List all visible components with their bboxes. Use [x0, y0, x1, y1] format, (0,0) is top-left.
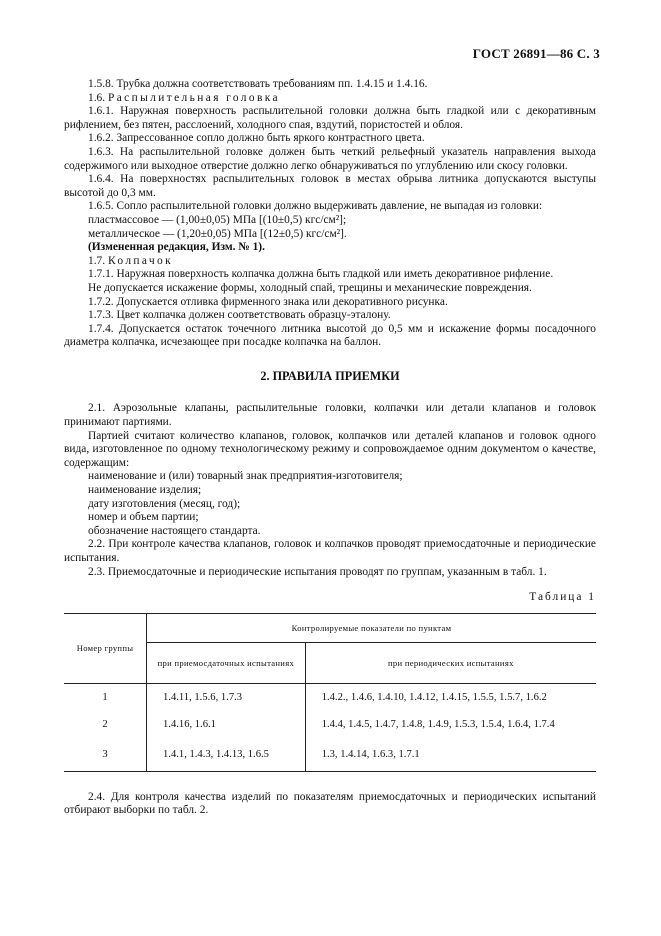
list-item: наименование изделия;	[88, 484, 202, 497]
table-row	[64, 719, 596, 749]
paragraph-2-2: 2.2. При контроле качества клапанов, головок и колпачков проводят приемосдаточные и периодические испытания.	[64, 538, 596, 564]
list-item: наименование и (или) товарный знак предприятия-изготовителя;	[88, 470, 403, 483]
page-header: ГОСТ 26891—86 С. 3	[472, 46, 600, 61]
acceptance-items: 1.4.16, 1.6.1	[147, 719, 306, 749]
acceptance-items: 1.4.11, 1.5.6, 1.7.3	[147, 683, 306, 719]
subsection-number: 1.6.	[88, 91, 106, 104]
section-title: 2. ПРАВИЛА ПРИЕМКИ	[260, 368, 400, 383]
subsection-heading-1-7	[64, 255, 596, 269]
periodic-items: 1.4.2., 1.4.6, 1.4.10, 1.4.12, 1.4.15, 1.5.5, 1.5.7, 1.6.2	[321, 691, 547, 703]
acceptance-items: 1.4.1, 1.4.3, 1.4.13, 1.6.5	[147, 749, 306, 772]
paragraph-1-7-3: 1.7.3. Цвет колпачка должен соответствовать образцу-эталону.	[88, 309, 391, 322]
header-controlled-indicators: Контролируемые показатели по пунктам	[147, 613, 597, 642]
header-acceptance-tests: при приемосдаточных испытаниях	[147, 642, 306, 683]
paragraph-2-1: 2.1. Аэрозольные клапаны, распылительные головки, колпачки или детали клапанов и головок принимают партиями.	[64, 402, 596, 429]
table-1	[64, 613, 596, 772]
table-row	[64, 683, 596, 719]
subsection-number: 1.7.	[88, 254, 106, 267]
paragraph-1-7-4: 1.7.4. Допускается остаток точечного литника высотой до 0,5 мм и искажение формы посадочного диаметра колпачка, исчезающее при посадке колпачка на баллон.	[64, 322, 596, 349]
list-item: обозначение настоящего стандарта.	[88, 524, 261, 537]
paragraph-1-5-8: 1.5.8. Трубка должна соответствовать требованиям пп. 1.4.15 и 1.4.16.	[88, 78, 428, 90]
paragraph-1-6-5: 1.6.5. Сопло распылительной головки должно выдерживать давление, не выпадая из головки:	[88, 200, 543, 213]
paragraph-1-7-2: 1.7.2. Допускается отливка фирменного знака или декоративного рисунка.	[88, 295, 448, 308]
edition-note: (Измененная редакция, Изм. № 1).	[88, 241, 265, 254]
paragraph-1-6-4: 1.6.4. На поверхностях распылительных головок в местах обрыва литника допускаются выступы высотой до 0,3 мм.	[64, 173, 596, 199]
paragraph-1-7-1-continued: Не допускается искажение формы, холодный спай, трещины и механические повреждения.	[88, 281, 532, 294]
list-item: дату изготовления (месяц, год);	[88, 497, 241, 510]
subsection-title: Распылительная головка	[107, 91, 280, 104]
subsection-title: Колпачок	[107, 254, 174, 267]
group-number: 1	[64, 683, 147, 719]
header-group-number: Номер группы	[64, 613, 147, 683]
pressure-plastic: пластмассовое — (1,00±0,05) МПа [(10±0,5) кгс/см²];	[88, 213, 347, 226]
pressure-metal: металлическое — (1,20±0,05) МПа [(12±0,5) кгс/см²].	[88, 227, 347, 240]
group-number: 3	[64, 749, 147, 772]
paragraph-2-1-continued: Партией считают количество клапанов, головок, колпачков или деталей клапанов и головок одного вида, изготовленное по одному технологическому режиму и сопровождаемое одним документом о качестве, содержащим:	[64, 429, 596, 469]
table-row	[64, 749, 596, 772]
paragraph-1-6-3: 1.6.3. На распылительной головке должен быть четкий рельефный указатель направления выхода содержимого или выходное отверстие должно легко обнаруживаться по углублению или скосу головки.	[64, 145, 596, 172]
header-periodic-tests: при периодических испытаниях	[305, 642, 596, 683]
subsection-heading-1-6	[64, 92, 596, 106]
table-caption: Таблица 1	[529, 591, 596, 604]
group-number: 2	[64, 719, 147, 749]
periodic-items: 1.3, 1.4.14, 1.6.3, 1.7.1	[305, 749, 596, 772]
list-item: номер и объем партии;	[88, 511, 199, 524]
periodic-items: 1.4.4, 1.4.5, 1.4.7, 1.4.8, 1.4.9, 1.5.3, 1.5.4, 1.6.4, 1.7.4	[321, 718, 555, 730]
paragraph-1-6-2: 1.6.2. Запрессованное сопло должно быть яркого контрастного цвета.	[88, 132, 425, 145]
document-body	[64, 78, 596, 818]
paragraph-2-4: 2.4. Для контроля качества изделий по показателям приемосдаточных и периодических испытаний отбирают выборки по табл. 2.	[64, 790, 596, 817]
paragraph-1-6-1: 1.6.1. Наружная поверхность распылительной головки должна быть гладкой или с декоративным рифлением, без пятен, расслоений, холодного спая, вздутий, пористостей и облоя.	[64, 105, 596, 131]
paragraph-1-7-1: 1.7.1. Наружная поверхность колпачка должна быть гладкой или иметь декоративное рифление.	[88, 268, 554, 281]
paragraph-2-3: 2.3. Приемосдаточные и периодические испытания проводят по группам, указанным в табл. 1.	[88, 565, 547, 578]
